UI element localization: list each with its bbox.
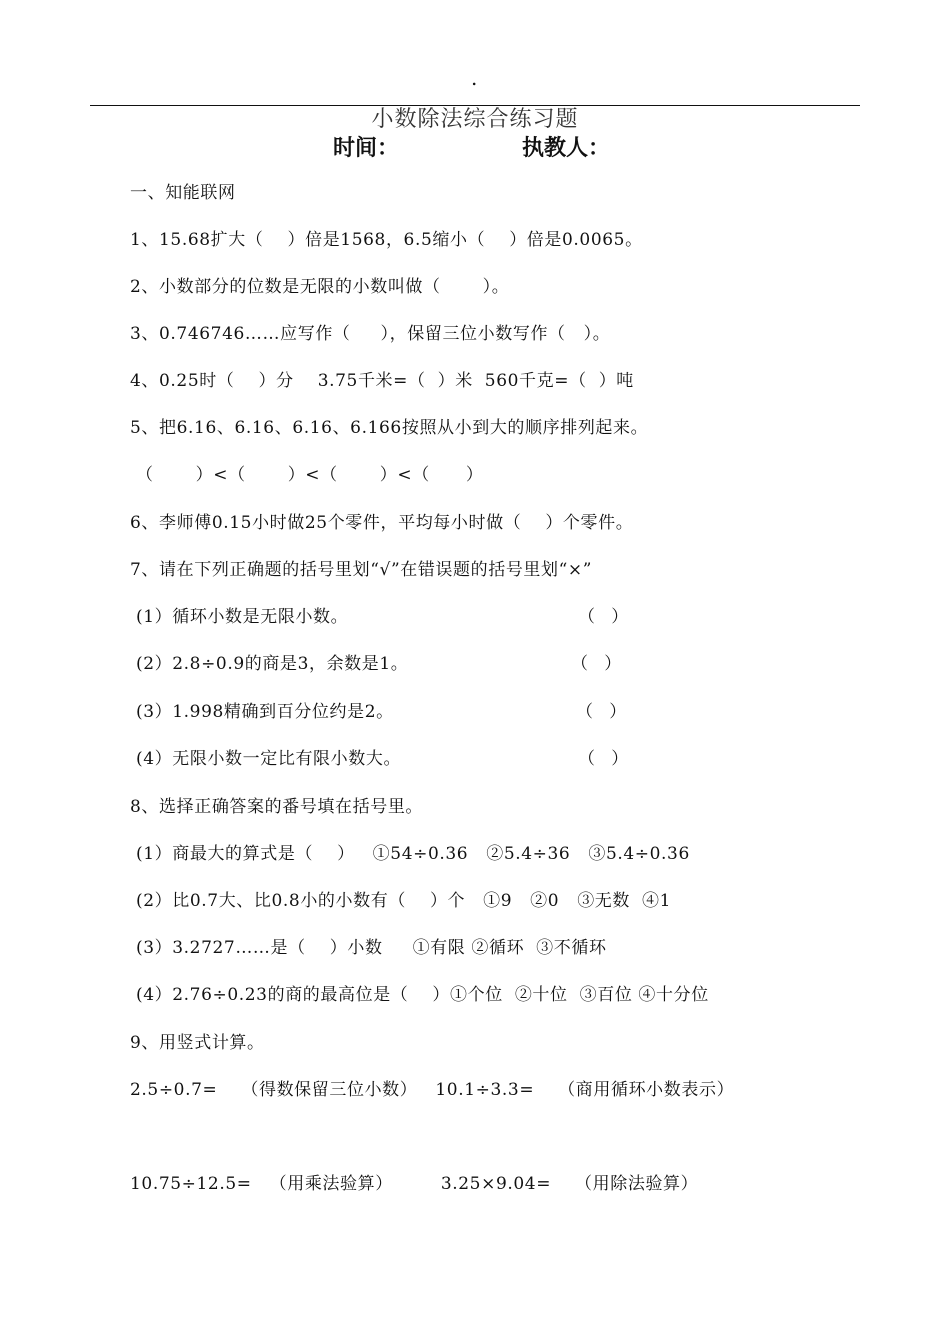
- section-heading: 一、知能联网: [130, 183, 236, 203]
- question-5-blanks: （ ）<（ ）<（ ）<（ ）: [130, 465, 484, 485]
- judge-item-3: (3）1.998精确到百分位约是2。: [130, 702, 394, 722]
- header-dot: .: [471, 66, 478, 90]
- teacher-label: 执教人：: [522, 135, 611, 161]
- question-4: 4、0.25时（ ）分 3.75千米=（ ）米 560千克=（ ）吨: [130, 371, 634, 391]
- calc-row-2: 10.75÷12.5= （用乘法验算） 3.25×9.04= （用除法验算）: [130, 1174, 699, 1194]
- choice-item-4: (4）2.76÷0.23的商的最高位是（ ）①个位 ②十位 ③百位 ④十分位: [130, 985, 709, 1005]
- judge-item-4: (4）无限小数一定比有限小数大。: [130, 749, 402, 769]
- judge-bracket-2: （ ）: [571, 654, 622, 674]
- page-title: 小数除法综合练习题: [371, 107, 579, 132]
- question-1: 1、15.68扩大（ ）倍是1568，6.5缩小（ ）倍是0.0065。: [130, 230, 643, 250]
- choice-item-2: (2）比0.7大、比0.8小的小数有（ ）个 ①9 ②0 ③无数 ④1: [130, 891, 672, 911]
- question-9: 9、用竖式计算。: [130, 1033, 265, 1053]
- judge-item-2: (2）2.8÷0.9的商是3，余数是1。: [130, 654, 409, 674]
- choice-item-1: (1）商最大的算式是（ ） ①54÷0.36 ②5.4÷36 ③5.4÷0.36: [130, 844, 690, 864]
- question-6: 6、李师傅0.15小时做25个零件，平均每小时做（ ）个零件。: [130, 513, 634, 533]
- calc-row-1: 2.5÷0.7= （得数保留三位小数） 10.1÷3.3= （商用循环小数表示）: [130, 1080, 735, 1100]
- judge-bracket-4: （ ）: [578, 749, 629, 769]
- question-7: 7、请在下列正确题的括号里划“√”在错误题的括号里划“×”: [130, 560, 593, 580]
- judge-bracket-3: （ ）: [576, 702, 627, 722]
- question-2: 2、小数部分的位数是无限的小数叫做（ ）。: [130, 277, 510, 297]
- judge-item-1: (1）循环小数是无限小数。: [130, 607, 349, 627]
- question-3: 3、0.746746……应写作（ ），保留三位小数写作（ ）。: [130, 324, 611, 344]
- question-5: 5、把6.16、6.16、6.16、6.166按照从小到大的顺序排列起来。: [130, 418, 649, 438]
- time-label: 时间：: [333, 135, 400, 161]
- choice-item-3: (3）3.2727……是（ ）小数 ①有限 ②循环 ③不循环: [130, 938, 607, 958]
- question-8: 8、选择正确答案的番号填在括号里。: [130, 797, 424, 817]
- judge-bracket-1: （ ）: [578, 607, 629, 627]
